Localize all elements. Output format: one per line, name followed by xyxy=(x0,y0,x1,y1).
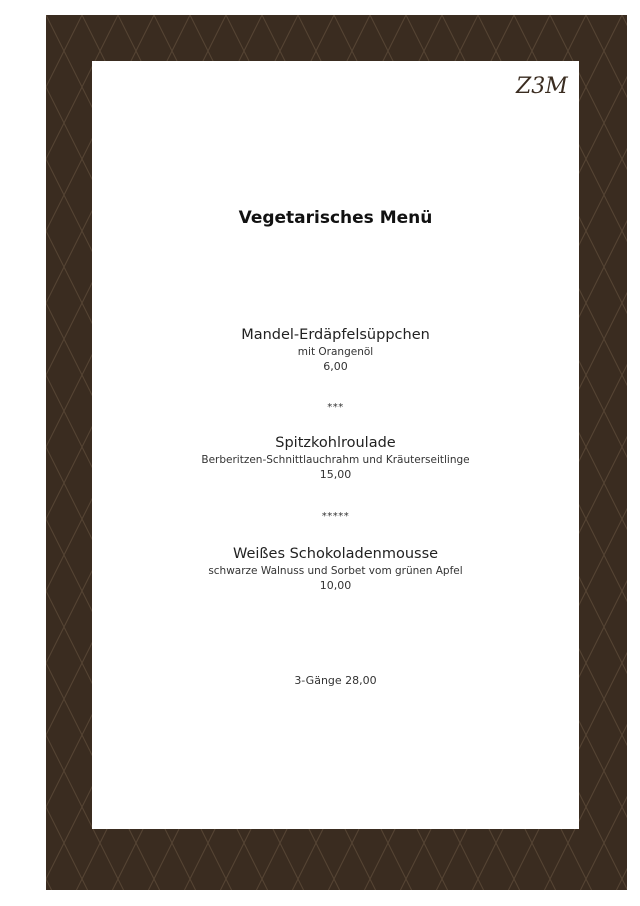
menu-total-price: 3-Gänge 28,00 xyxy=(294,674,377,687)
course-name: Spitzkohlroulade xyxy=(275,435,396,451)
course-main xyxy=(92,433,579,482)
course-name: Weißes Schokoladenmousse xyxy=(232,546,439,562)
menu-title: Vegetarisches Menü xyxy=(238,208,433,228)
course-description: Berberitzen-Schnittlauchrahm und Kräuterseitlinge xyxy=(201,454,470,466)
svg-text:Z3M: Z3M xyxy=(516,74,568,99)
course-separator: *** xyxy=(327,402,344,413)
restaurant-logo xyxy=(515,71,571,101)
course-price: 10,00 xyxy=(319,579,352,592)
menu-sheet xyxy=(92,61,579,829)
course-name: Mandel-Erdäpfelsüppchen xyxy=(241,327,430,343)
course-price: 6,00 xyxy=(323,360,348,373)
course-description: schwarze Walnuss und Sorbet vom grünen Apfel xyxy=(208,565,463,577)
course-starter xyxy=(92,325,579,374)
course-price: 15,00 xyxy=(319,468,352,481)
course-description: mit Orangenöl xyxy=(297,346,374,358)
course-separator: ***** xyxy=(321,511,350,522)
course-dessert xyxy=(92,544,579,593)
